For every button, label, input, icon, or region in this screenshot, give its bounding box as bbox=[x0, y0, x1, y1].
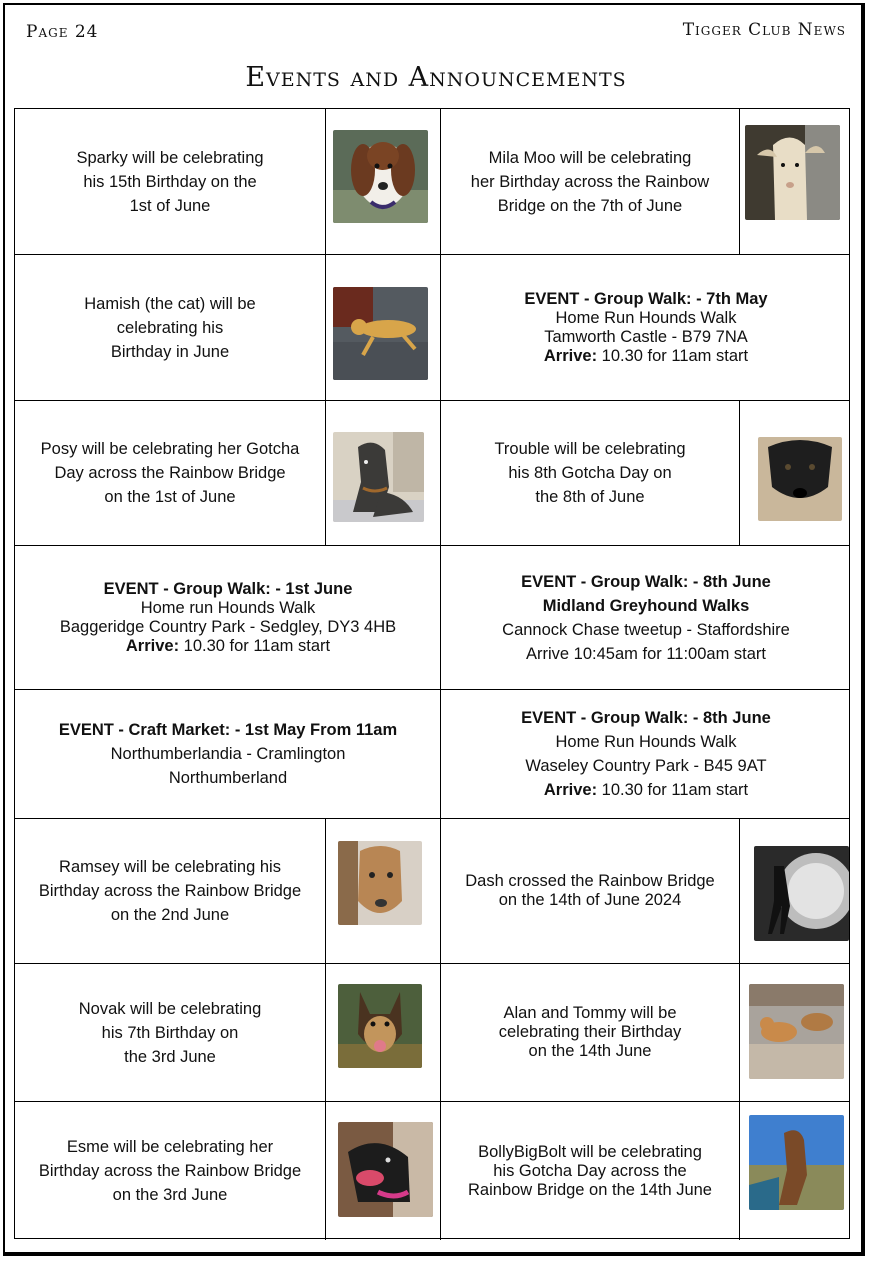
table-row bbox=[15, 964, 849, 1101]
table-row bbox=[15, 109, 849, 254]
announcement-hamish bbox=[15, 255, 441, 400]
announcement-esme bbox=[15, 1102, 441, 1240]
newsletter-name: Tigger Club News bbox=[682, 20, 846, 40]
event-group-walk-tamworth bbox=[441, 255, 851, 400]
text-line: Northumberlandia - Cramlington bbox=[110, 745, 346, 763]
text-line: Waseley Country Park - B45 9AT bbox=[525, 757, 767, 775]
text-line: Esme will be celebrating her bbox=[66, 1138, 274, 1156]
text-line: 1st of June bbox=[129, 196, 211, 215]
text-line: Novak will be celebrating bbox=[78, 999, 262, 1018]
esme-photo bbox=[338, 1122, 433, 1217]
announcement-novak bbox=[15, 964, 441, 1101]
text-line: Baggeridge Country Park - Sedgley, DY3 4HB bbox=[59, 617, 397, 636]
text-line: Posy will be celebrating her Gotcha bbox=[40, 440, 300, 458]
text-line: on the 14th of June 2024 bbox=[498, 891, 682, 909]
text-line: Sparky will be celebrating bbox=[76, 148, 264, 167]
text-line: the 8th of June bbox=[535, 488, 645, 506]
event-group-walk-waseley bbox=[441, 690, 851, 818]
announcement-mila-moo bbox=[441, 109, 851, 254]
table-row bbox=[15, 401, 849, 545]
text-line: celebrating his bbox=[116, 318, 224, 337]
text-line: Arrive: 10.30 for 11am start bbox=[125, 636, 331, 655]
text-line: Midland Greyhound Walks bbox=[542, 596, 750, 615]
text-line: on the 1st of June bbox=[104, 488, 236, 506]
text-line: Arrive: 10.30 for 11am start bbox=[543, 781, 749, 799]
text-line: Ramsey will be celebrating his bbox=[59, 858, 281, 876]
announcement-posy bbox=[15, 401, 441, 545]
text-line: celebrating their Birthday bbox=[498, 1023, 682, 1041]
text-line: Home Run Hounds Walk bbox=[555, 733, 737, 751]
text-line: EVENT - Group Walk: - 1st June bbox=[103, 579, 353, 598]
text-line: Hamish (the cat) will be bbox=[84, 294, 256, 313]
text-line: his 15th Birthday on the bbox=[83, 172, 257, 191]
alan-and-tommy-photo bbox=[749, 984, 844, 1079]
text-line: Northumberland bbox=[168, 769, 288, 787]
text-line: his 7th Birthday on bbox=[101, 1023, 239, 1042]
text-line: the 3rd June bbox=[124, 1047, 216, 1066]
text-line: BollyBigBolt will be celebrating bbox=[478, 1142, 702, 1161]
arrive-label: Arrive: bbox=[125, 636, 180, 655]
trouble-photo bbox=[758, 437, 842, 521]
event-group-walk-cannock bbox=[441, 546, 851, 689]
text-line: Mila Moo will be celebrating bbox=[488, 148, 692, 167]
text-line: Birthday across the Rainbow Bridge bbox=[38, 1162, 302, 1180]
table-row bbox=[15, 1102, 849, 1240]
ramsey-photo bbox=[338, 841, 422, 925]
text-line: Alan and Tommy will be bbox=[503, 1004, 677, 1022]
text-line: Home run Hounds Walk bbox=[140, 598, 316, 617]
arrive-label: Arrive: bbox=[543, 346, 598, 365]
arrive-label: Arrive: bbox=[543, 781, 598, 799]
sparky-photo bbox=[333, 130, 428, 223]
text-line: Birthday across the Rainbow Bridge bbox=[38, 882, 302, 900]
text-line: Tamworth Castle - B79 7NA bbox=[544, 327, 748, 346]
page-title: Events and Announcements bbox=[245, 62, 627, 93]
dash-photo bbox=[754, 846, 849, 941]
text-line: EVENT - Group Walk: - 7th May bbox=[524, 289, 768, 308]
announcement-bollybigbolt bbox=[441, 1102, 851, 1240]
text-line: his 8th Gotcha Day on bbox=[508, 464, 672, 482]
text-line: EVENT - Group Walk: - 8th June bbox=[521, 572, 771, 591]
text-line: Arrive: 10.30 for 11am start bbox=[543, 346, 749, 365]
announcement-ramsey bbox=[15, 819, 441, 963]
text-line: Dash crossed the Rainbow Bridge bbox=[465, 872, 715, 890]
bollybigbolt-photo bbox=[749, 1115, 844, 1210]
announcements-table bbox=[14, 108, 850, 1239]
text-line: EVENT - Group Walk: - 8th June bbox=[521, 709, 771, 727]
announcement-alan-and-tommy bbox=[441, 964, 851, 1101]
text-line: on the 2nd June bbox=[110, 906, 230, 924]
announcement-dash bbox=[441, 819, 851, 963]
table-row bbox=[15, 690, 849, 818]
novak-photo bbox=[338, 984, 422, 1068]
text-line: Rainbow Bridge on the 14th June bbox=[467, 1180, 712, 1199]
event-group-walk-baggeridge bbox=[15, 546, 441, 689]
mila-moo-photo bbox=[745, 125, 840, 220]
text-line: EVENT - Craft Market: - 1st May From 11am bbox=[58, 721, 398, 739]
text-line: Cannock Chase tweetup - Staffordshire bbox=[502, 620, 790, 639]
text-line: Arrive 10:45am for 11:00am start bbox=[526, 644, 766, 663]
table-row bbox=[15, 546, 849, 689]
announcement-trouble bbox=[441, 401, 851, 545]
announcement-sparky bbox=[15, 109, 441, 254]
text-line: on the 14th June bbox=[528, 1042, 652, 1060]
text-line: his Gotcha Day across the bbox=[493, 1161, 687, 1180]
table-row bbox=[15, 819, 849, 963]
text-line: Trouble will be celebrating bbox=[494, 440, 686, 458]
hamish-photo bbox=[333, 287, 428, 380]
table-row bbox=[15, 255, 849, 400]
event-craft-market bbox=[15, 690, 441, 818]
text-line: Day across the Rainbow Bridge bbox=[54, 464, 286, 482]
text-line: on the 3rd June bbox=[112, 1186, 228, 1204]
text-line: her Birthday across the Rainbow bbox=[470, 172, 710, 191]
text-line: Birthday in June bbox=[110, 342, 230, 361]
page-number: Page 24 bbox=[26, 22, 99, 42]
text-line: Home Run Hounds Walk bbox=[555, 308, 737, 327]
posy-photo bbox=[333, 432, 424, 522]
text-line: Bridge on the 7th of June bbox=[497, 196, 683, 215]
